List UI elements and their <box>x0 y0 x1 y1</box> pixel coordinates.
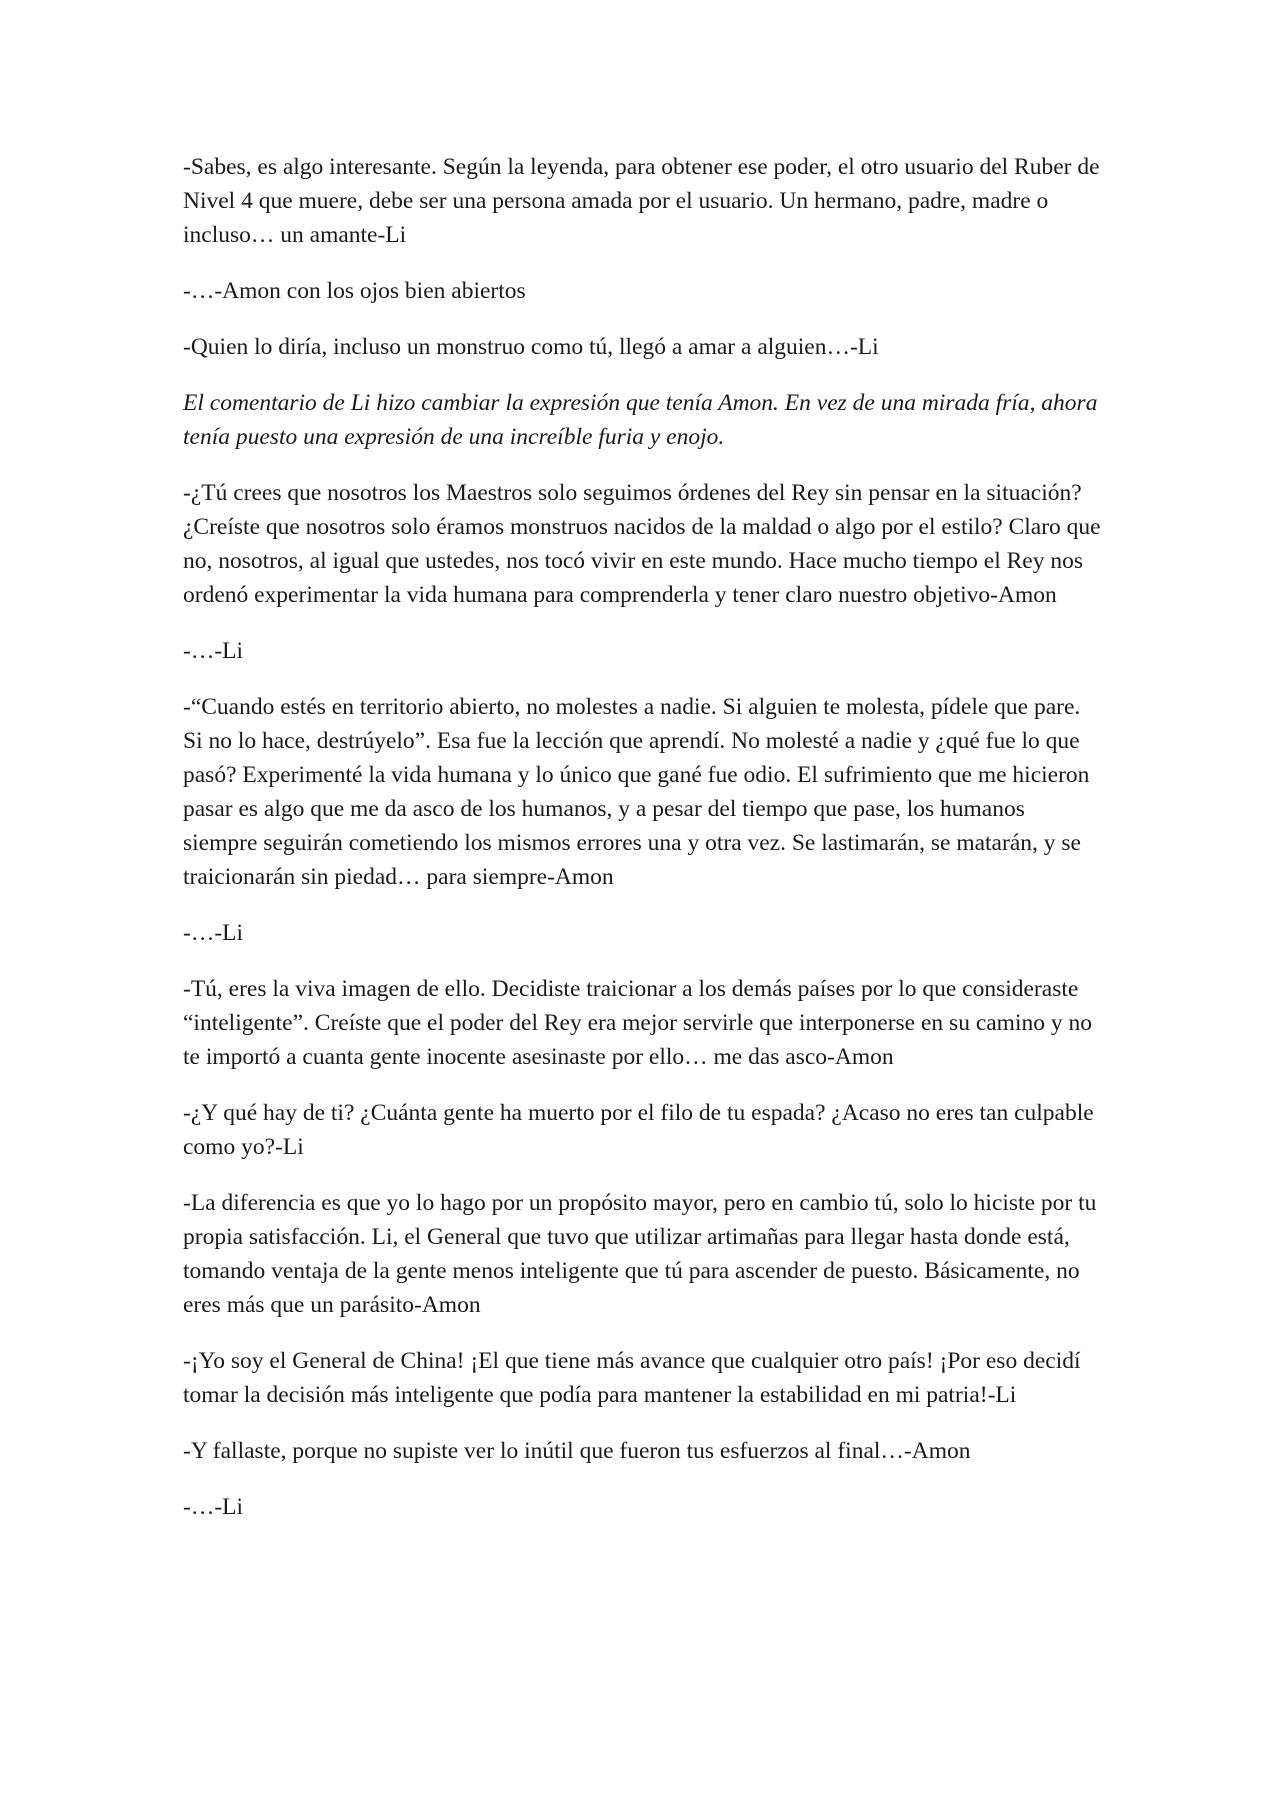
paragraph: -Y fallaste, porque no supiste ver lo inútil que fueron tus esfuerzos al final…-Amon <box>183 1438 971 1464</box>
paragraph: -Quien lo diría, incluso un monstruo como tú, llegó a amar a alguien…-Li <box>183 334 879 360</box>
paragraph: -Sabes, es algo interesante. Según la leyenda, para obtener ese poder, el otro usuario del Ruber de Nivel 4 que muere, debe ser una persona amada por el usuario. Un hermano, padre, madre o incluso… un amante-Li <box>183 154 1100 248</box>
paragraph: -¡Yo soy el General de China! ¡El que tiene más avance que cualquier otro país! ¡Por eso decidí tomar la decisión más inteligente que podía para mantener la estabilidad en mi patria!-Li <box>183 1348 1081 1408</box>
paragraph: -“Cuando estés en territorio abierto, no molestes a nadie. Si alguien te molesta, pídele que pare. Si no lo hace, destrúyelo”. Esa fue la lección que aprendí. No molesté a nadie y ¿qué fue lo que pasó? Experimenté la vida humana y lo único que gané fue odio. El sufrimiento que me hicieron pasar es algo que me da asco de los humanos, y a pesar del tiempo que pase, los humanos siempre seguirán cometiendo los mismos errores una y otra vez. Se lastimarán, se matarán, y se traicionarán sin piedad… para siempre-Amon <box>183 694 1090 890</box>
paragraph: -…-Li <box>183 1494 244 1520</box>
paragraph: -…-Li <box>183 638 244 664</box>
paragraph: -La diferencia es que yo lo hago por un propósito mayor, pero en cambio tú, solo lo hiciste por tu propia satisfacción. Li, el General que tuvo que utilizar artimañas para llegar hasta donde está, tomando ventaja de la gente menos inteligente que tú para ascender de puesto. Básicamente, no eres más que un parásito-Amon <box>183 1190 1097 1318</box>
narration-paragraph: El comentario de Li hizo cambiar la expresión que tenía Amon. En vez de una mirada fría, ahora tenía puesto una expresión de una increíble furia y enojo. <box>183 390 1098 450</box>
document-body <box>183 150 1103 1546</box>
paragraph: -…-Li <box>183 920 244 946</box>
paragraph: -¿Y qué hay de ti? ¿Cuánta gente ha muerto por el filo de tu espada? ¿Acaso no eres tan culpable como yo?-Li <box>183 1100 1094 1160</box>
paragraph: -Tú, eres la viva imagen de ello. Decidiste traicionar a los demás países por lo que consideraste “inteligente”. Creíste que el poder del Rey era mejor servirle que interponerse en su camino y no te importó a cuanta gente inocente asesinaste por ello… me das asco-Amon <box>183 976 1092 1070</box>
paragraph: -…-Amon con los ojos bien abiertos <box>183 278 526 304</box>
paragraph: -¿Tú crees que nosotros los Maestros solo seguimos órdenes del Rey sin pensar en la situación? ¿Creíste que nosotros solo éramos monstruos nacidos de la maldad o algo por el estilo? Claro que no, nosotros, al igual que ustedes, nos tocó vivir en este mundo. Hace mucho tiempo el Rey nos ordenó experimentar la vida humana para comprenderla y tener claro nuestro objetivo-Amon <box>183 480 1101 608</box>
